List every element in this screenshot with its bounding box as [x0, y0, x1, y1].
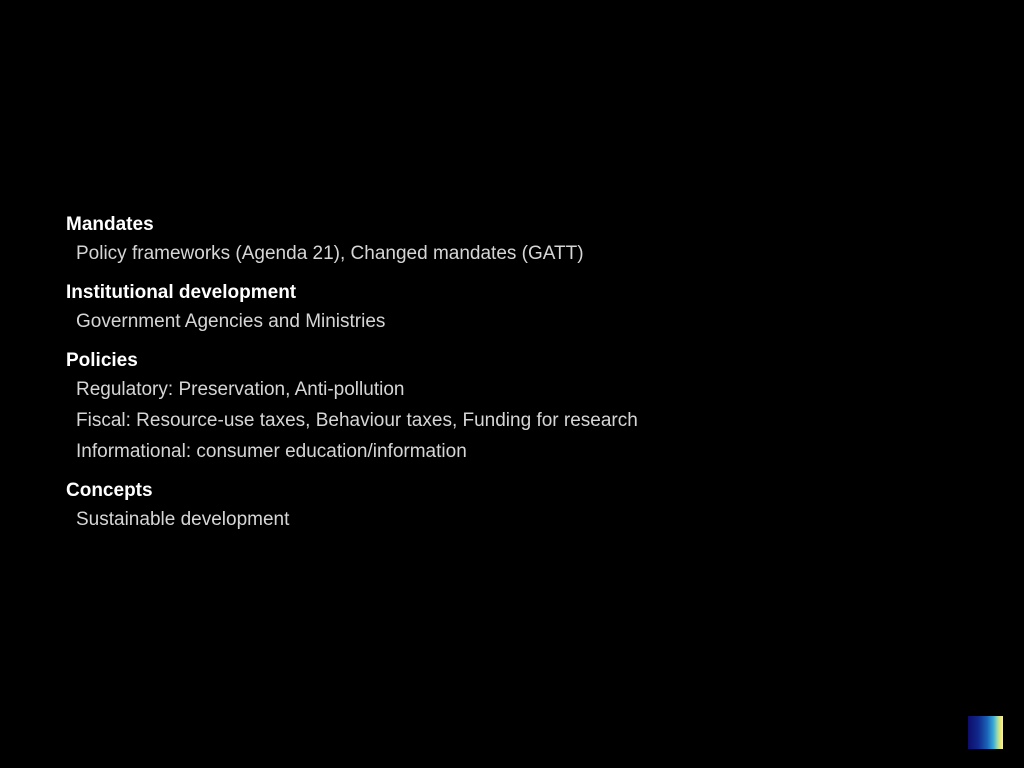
slide-content — [66, 212, 966, 546]
section-item: Sustainable development — [76, 509, 290, 530]
section-item: Policy frameworks (Agenda 21), Changed mandates (GATT) — [76, 243, 584, 264]
section-heading: Mandates — [66, 214, 154, 235]
section-item: Regulatory: Preservation, Anti-pollution — [76, 379, 405, 400]
gradient-logo-icon — [968, 716, 1003, 749]
section-concepts — [66, 478, 966, 535]
section-mandates — [66, 212, 966, 269]
section-item: Fiscal: Resource-use taxes, Behaviour taxes, Funding for research — [76, 410, 638, 431]
section-policies — [66, 348, 966, 467]
section-item: Government Agencies and Ministries — [76, 311, 386, 332]
section-heading: Policies — [66, 350, 138, 371]
section-heading: Concepts — [66, 480, 153, 501]
section-item: Informational: consumer education/information — [76, 441, 467, 462]
section-heading: Institutional development — [66, 282, 297, 303]
section-institutional-development — [66, 280, 966, 337]
